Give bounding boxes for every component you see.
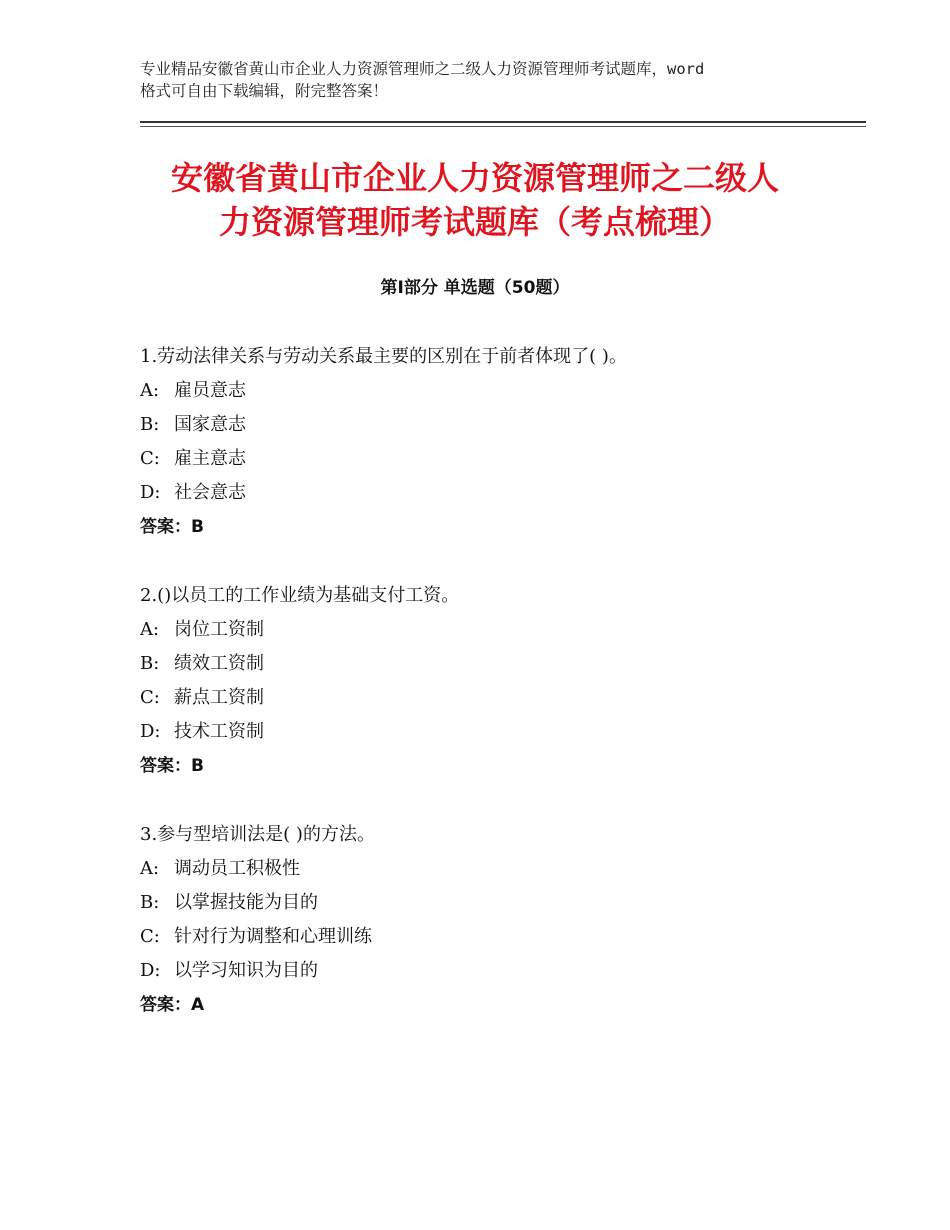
answer-line xyxy=(140,510,860,544)
question-stem: 3.参与型培训法是( )的方法。 xyxy=(140,824,375,845)
answer-line xyxy=(140,749,860,783)
option-letter: B: xyxy=(140,653,160,674)
question-2 xyxy=(140,579,860,783)
option-letter: D: xyxy=(140,721,161,742)
question-stem: 2.()以员工的工作业绩为基础支付工资。 xyxy=(140,585,460,606)
option-text: 岗位工资制 xyxy=(174,619,264,640)
document-title-line-1: 安徽省黄山市企业人力资源管理师之二级人 xyxy=(170,159,779,197)
option-text: 技术工资制 xyxy=(174,721,264,742)
header-note-line-2: 格式可自由下载编辑，附完整答案！ xyxy=(140,82,389,100)
option-letter: A: xyxy=(140,380,160,401)
answer-label: 答案： xyxy=(140,517,191,537)
answer-value: A xyxy=(191,995,205,1015)
option-c xyxy=(140,442,860,476)
option-c xyxy=(140,920,860,954)
answer-label: 答案： xyxy=(140,756,191,776)
option-letter: D: xyxy=(140,482,161,503)
option-d xyxy=(140,954,860,988)
option-b xyxy=(140,647,860,681)
header-divider-thick xyxy=(140,121,866,123)
option-a xyxy=(140,374,860,408)
answer-label: 答案： xyxy=(140,995,191,1015)
option-letter: B: xyxy=(140,414,160,435)
option-text: 调动员工积极性 xyxy=(174,858,300,879)
answer-value: B xyxy=(191,517,204,537)
header-divider-thin xyxy=(140,126,866,127)
option-d xyxy=(140,715,860,749)
option-a xyxy=(140,852,860,886)
option-text: 以学习知识为目的 xyxy=(174,960,318,981)
option-b xyxy=(140,886,860,920)
document-title xyxy=(100,156,850,244)
option-text: 国家意志 xyxy=(174,414,246,435)
option-text: 以掌握技能为目的 xyxy=(174,892,318,913)
question-1 xyxy=(140,340,860,544)
question-stem: 1.劳动法律关系与劳动关系最主要的区别在于前者体现了( )。 xyxy=(140,346,627,367)
option-letter: A: xyxy=(140,858,160,879)
header-note xyxy=(140,58,830,102)
document-title-line-2: 力资源管理师考试题库（考点梳理） xyxy=(218,203,731,241)
option-text: 针对行为调整和心理训练 xyxy=(174,926,372,947)
option-text: 绩效工资制 xyxy=(174,653,264,674)
option-b xyxy=(140,408,860,442)
option-c xyxy=(140,681,860,715)
answer-line xyxy=(140,988,860,1022)
option-letter: A: xyxy=(140,619,160,640)
option-text: 雇员意志 xyxy=(174,380,246,401)
option-a xyxy=(140,613,860,647)
section-heading: 第Ⅰ部分 单选题（50题） xyxy=(380,278,570,298)
header-note-line-1: 专业精品安徽省黄山市企业人力资源管理师之二级人力资源管理师考试题库，word xyxy=(140,60,705,78)
question-3 xyxy=(140,818,860,1022)
option-letter: C: xyxy=(140,687,160,708)
option-letter: B: xyxy=(140,892,160,913)
option-d xyxy=(140,476,860,510)
option-text: 薪点工资制 xyxy=(174,687,264,708)
option-letter: D: xyxy=(140,960,161,981)
option-letter: C: xyxy=(140,448,160,469)
option-text: 社会意志 xyxy=(174,482,246,503)
option-letter: C: xyxy=(140,926,160,947)
answer-value: B xyxy=(191,756,204,776)
option-text: 雇主意志 xyxy=(174,448,246,469)
